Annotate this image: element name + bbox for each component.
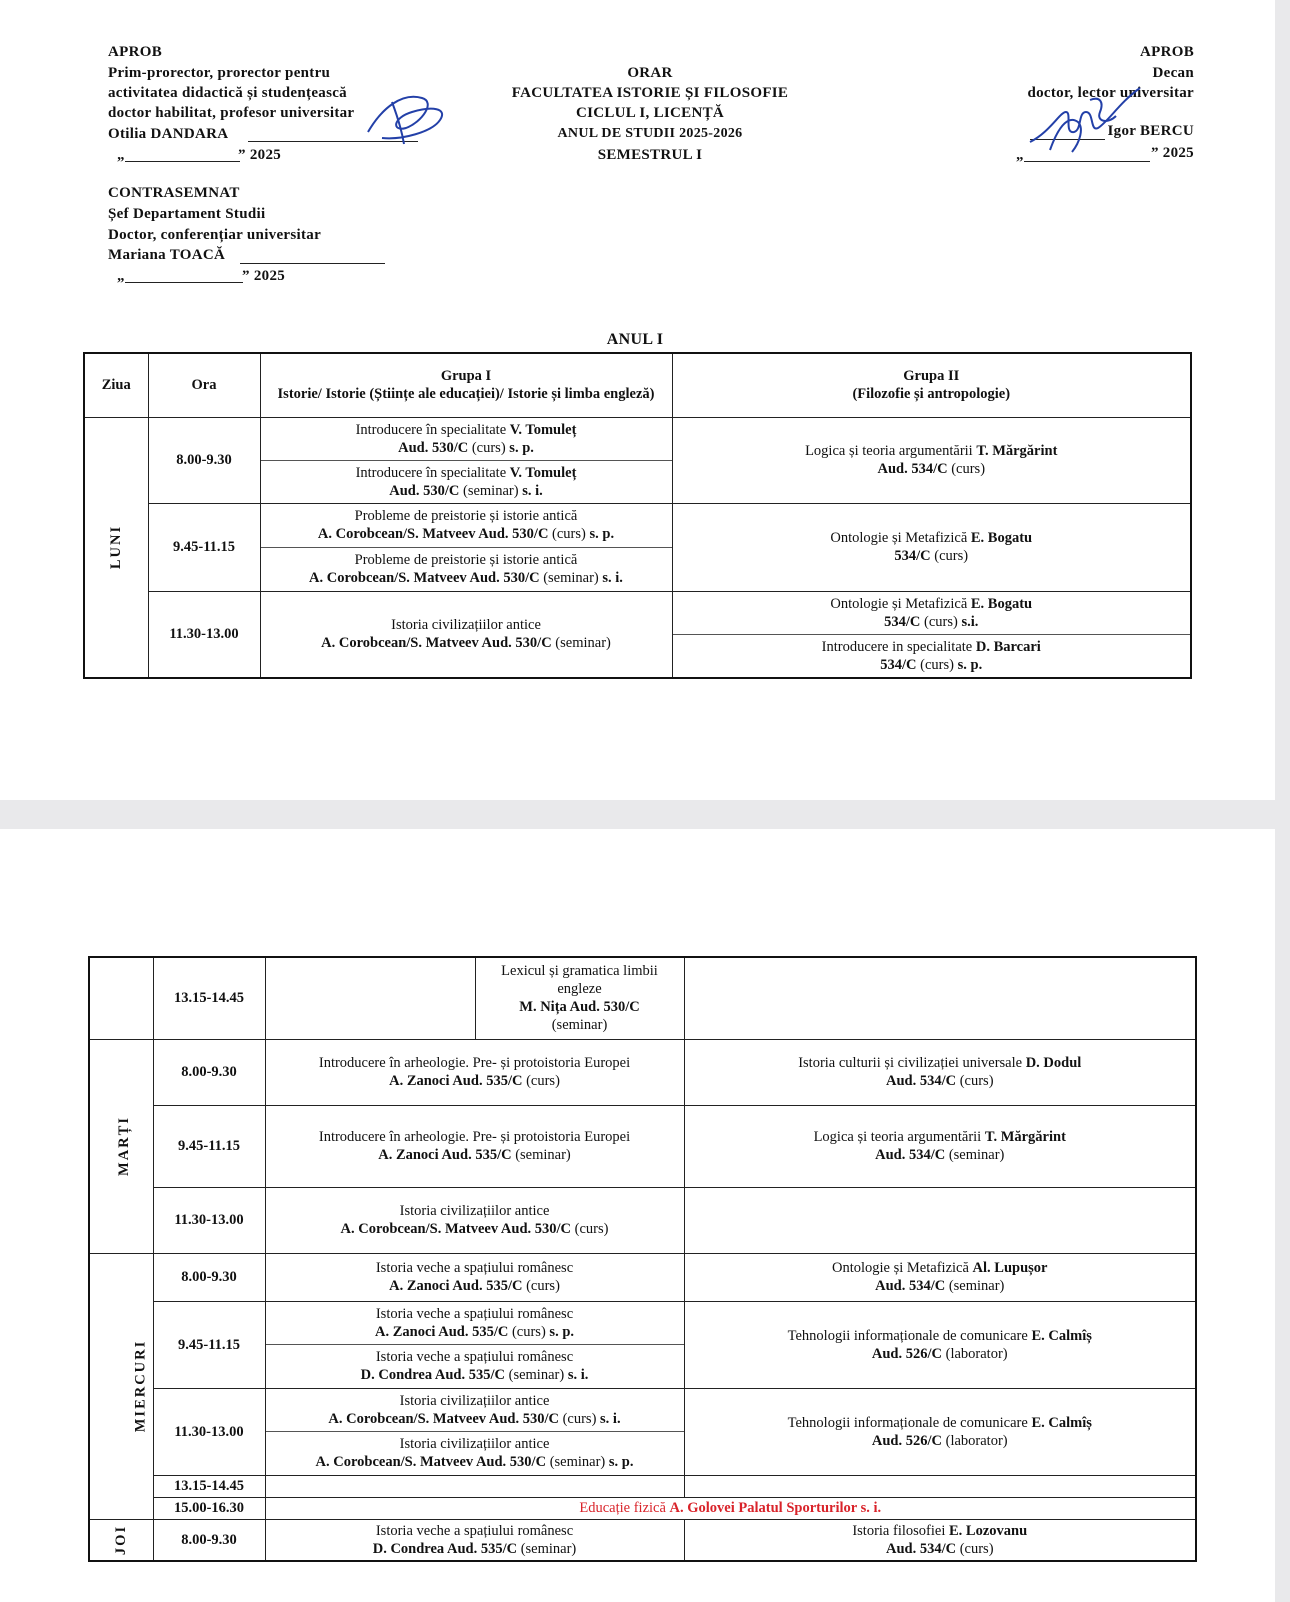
subgroup: s. i.: [567, 1367, 589, 1384]
class-type: (curs): [959, 1540, 994, 1557]
class-type: (laborator): [945, 1432, 1008, 1449]
group2-cell: [684, 1301, 1196, 1388]
group1-cell: [265, 1187, 684, 1253]
group1-cell: [265, 1301, 684, 1388]
group1-cell: [265, 1039, 684, 1105]
time-cell: 8.00-9.30: [148, 417, 260, 503]
course-name: Istoria civilizațiilor antice: [391, 617, 541, 633]
class-entry: [266, 1302, 684, 1345]
group1-cell: [260, 503, 672, 591]
left-line3: doctor habilitat, profesor universitar: [108, 105, 355, 121]
course-name: Tehnologii informaționale de comunicare: [787, 1414, 1028, 1431]
day-cell-joi: [89, 1519, 153, 1561]
doc-title: ORAR: [627, 65, 673, 81]
group1-cell: [260, 591, 672, 678]
course-name: Ontologie și Metafizică: [832, 1260, 969, 1276]
class-type: (seminar): [555, 635, 611, 651]
day-label: JOI: [113, 1524, 130, 1555]
subgroup: s. p.: [509, 439, 534, 456]
header-group2-title: Grupa II: [903, 368, 960, 385]
class-type: (seminar): [948, 1147, 1005, 1163]
course-name: Introducere în arheologie. Pre- și protoistoria Europei: [318, 1055, 631, 1071]
left-date-close: ” 2025: [238, 147, 282, 163]
group1-cell: [265, 1475, 684, 1497]
room: 534/C: [880, 656, 917, 673]
class-type: (curs): [562, 1410, 597, 1427]
teacher-name: V. Tomuleț: [509, 421, 577, 438]
teacher-room: A. Zanoci Aud. 535/C: [374, 1323, 509, 1340]
table-row: [89, 1519, 1196, 1561]
class-entry: [266, 1344, 684, 1388]
time-cell: 9.45-11.15: [153, 1301, 265, 1388]
time-cell: 15.00-16.30: [153, 1497, 265, 1519]
left-signature-icon: [362, 88, 452, 148]
subgroup: s. i.: [600, 1410, 621, 1427]
class-type: (curs): [959, 1073, 994, 1089]
class-type: (curs): [526, 1278, 560, 1294]
course-name: Istoria filosofiei: [852, 1522, 946, 1539]
time-cell: 13.15-14.45: [153, 957, 265, 1039]
teacher-name: T. Mărgărint: [976, 443, 1058, 459]
course-name: Introducere în specialitate: [355, 421, 507, 438]
left-line1: Prim-prorector, prorector pentru: [108, 65, 331, 81]
header-group1-sub: Istorie/ Istorie (Științe ale educației)/ Istorie și limba engleză): [277, 386, 655, 403]
course-name: Educație fizică: [579, 1500, 666, 1516]
teacher-room: A. Corobcean/S. Matveev Aud. 530/C: [309, 570, 540, 586]
teacher-room: A. Corobcean/S. Matveev Aud. 530/C: [328, 1410, 559, 1427]
left-name: Otilia DANDARA: [108, 126, 229, 142]
course-name: Istoria veche a spațiului românesc: [375, 1522, 574, 1539]
table-row: [89, 1388, 1196, 1475]
contrasemnat-signature-line: [240, 263, 385, 264]
table-row: [89, 1039, 1196, 1105]
group2-cell: [684, 1519, 1196, 1561]
day-label: LUNI: [108, 524, 125, 570]
class-entry: [266, 1431, 684, 1475]
room: Aud. 534/C: [885, 1540, 957, 1557]
time-cell: 8.00-9.30: [153, 1253, 265, 1301]
group1-cell: [265, 1253, 684, 1301]
course-name: Tehnologii informaționale de comunicare: [787, 1327, 1028, 1344]
right-signature-icon: [1020, 82, 1150, 162]
faculty-name: FACULTATEA ISTORIE ȘI FILOSOFIE: [511, 85, 789, 101]
document-page-2: [0, 829, 1275, 1602]
subgroup: s. i.: [522, 482, 543, 499]
teacher-name: V. Tomuleț: [509, 464, 577, 481]
contrasemnat-name: Mariana TOACĂ: [108, 247, 226, 263]
table-row: [89, 1301, 1196, 1388]
group2-cell: [672, 503, 1191, 591]
class-type: (curs): [574, 1221, 609, 1237]
class-type: (curs): [526, 1073, 560, 1089]
contrasemnat-date-open: „: [117, 268, 125, 284]
teacher-name: D. Dodul: [1025, 1055, 1082, 1071]
class-type: (seminar): [948, 1278, 1005, 1294]
table-row: [89, 1253, 1196, 1301]
class-entry: [261, 460, 672, 503]
room: Aud. 534/C: [885, 1073, 957, 1089]
subgroup: s. i.: [602, 570, 623, 586]
header-ora: Ora: [148, 353, 260, 417]
group2-cell: [684, 1039, 1196, 1105]
group2-cell: [684, 1253, 1196, 1301]
class-type: (curs): [934, 548, 969, 564]
table-row: [89, 1105, 1196, 1187]
course-name: Istoria veche a spațiului românesc: [375, 1260, 574, 1276]
teacher-name: E. Lozovanu: [948, 1522, 1028, 1539]
day-label: MIERCURI: [132, 1339, 149, 1433]
class-entry: [673, 592, 1191, 634]
academic-year: ANUL DE STUDII 2025-2026: [557, 126, 743, 141]
right-date-close: ” 2025: [1150, 145, 1194, 161]
table-row: [84, 591, 1191, 678]
course-name: Probleme de preistorie și istorie antică: [354, 552, 578, 568]
room: Aud. 530/C: [398, 439, 469, 456]
course-name: Istoria veche a spațiului românesc: [375, 1305, 574, 1322]
contrasemnat-line2: Doctor, conferențiar universitar: [108, 227, 322, 243]
class-entry: [261, 418, 672, 460]
left-date-line: [125, 161, 240, 162]
day-cell-luni: [84, 417, 148, 678]
course-name: Istoria civilizațiilor antice: [399, 1392, 550, 1409]
room: Aud. 526/C: [871, 1432, 942, 1449]
subgroup: s.i.: [961, 613, 979, 630]
teacher-room: A. Corobcean/S. Matveev Aud. 530/C: [321, 635, 552, 651]
room: 534/C: [884, 613, 921, 630]
teacher-room: A. Zanoci Aud. 535/C: [378, 1147, 512, 1163]
right-title: doctor, lector universitar: [1027, 85, 1194, 101]
document-page-1: [0, 0, 1275, 800]
right-aprob: APROB: [1140, 44, 1194, 60]
course-name: Introducere în specialitate: [355, 464, 507, 481]
left-line2: activitatea didactică și studențească: [108, 85, 347, 101]
group1-cell: [265, 1519, 684, 1561]
teacher-name: E. Bogatu: [970, 595, 1033, 612]
time-cell: 11.30-13.00: [148, 591, 260, 678]
table-row: [89, 1497, 1196, 1519]
day-cell-miercuri: [89, 1253, 153, 1519]
class-entry: [261, 547, 672, 591]
class-type: (seminar): [463, 482, 519, 499]
room: 534/C: [894, 548, 931, 564]
course-name: Introducere in specialitate: [821, 638, 973, 655]
teacher-name: E. Bogatu: [970, 530, 1033, 546]
course-name: Logica și teoria argumentării: [813, 1129, 982, 1145]
left-aprob: APROB: [108, 44, 162, 60]
left-date-open: „: [117, 147, 125, 163]
header-group2-sub: (Filozofie și antropologie): [852, 386, 1011, 403]
class-type: (seminar): [543, 570, 599, 586]
group1-cell: [265, 1388, 684, 1475]
room: Aud. 534/C: [877, 461, 948, 477]
table-row: [84, 417, 1191, 503]
teacher-room: M. Nița Aud. 530/C: [519, 999, 640, 1016]
schedule-table-page2: [88, 956, 1197, 1562]
teacher-name: E. Calmîș: [1031, 1327, 1092, 1344]
teacher-room: A. Corobcean/S. Matveev Aud. 530/C: [340, 1221, 572, 1237]
contrasemnat-date-line: [125, 282, 243, 283]
class-entry: [673, 634, 1191, 677]
cycle-label: CICLUL I, LICENȚĂ: [575, 105, 725, 121]
subgroup: s. p.: [608, 1454, 634, 1471]
course-name: Logica și teoria argumentării: [805, 443, 973, 459]
contrasemnat-line1: Șef Departament Studii: [108, 206, 266, 222]
table-row: [89, 957, 1196, 1039]
class-entry: [261, 504, 672, 547]
right-date-open: „: [1016, 147, 1024, 163]
group2-cell: [684, 957, 1196, 1039]
right-role: Decan: [1152, 65, 1194, 81]
table-row: [84, 503, 1191, 591]
header-group1-title: Grupa I: [440, 368, 492, 385]
schedule-table-page1: [83, 352, 1192, 679]
room: Aud. 534/C: [875, 1278, 946, 1294]
teacher-room: A. Corobcean/S. Matveev Aud. 530/C: [315, 1454, 547, 1471]
subgroup: s. p.: [589, 526, 615, 542]
group1-cell: [260, 417, 672, 503]
time-cell: 8.00-9.30: [153, 1519, 265, 1561]
day-cell-luni-continued: [89, 957, 153, 1039]
class-type: (laborator): [945, 1345, 1008, 1362]
class-type: (curs): [924, 613, 958, 630]
class-type: (curs): [552, 526, 586, 542]
contrasemnat-label: CONTRASEMNAT: [108, 185, 240, 201]
right-name: Igor BERCU: [1107, 123, 1194, 139]
class-type: (curs): [920, 656, 954, 673]
teacher-location: A. Golovei Palatul Sporturilor s. i.: [669, 1500, 882, 1516]
room: Aud. 530/C: [389, 482, 460, 499]
room: Aud. 534/C: [875, 1147, 946, 1163]
group2-cell: [684, 1388, 1196, 1475]
contrasemnat-date-close: ” 2025: [242, 268, 286, 284]
time-cell: 8.00-9.30: [153, 1039, 265, 1105]
teacher-name: E. Calmîș: [1031, 1414, 1092, 1431]
group2-cell: [684, 1105, 1196, 1187]
semester-label: SEMESTRUL I: [597, 147, 703, 163]
course-name: Ontologie și Metafizică: [830, 530, 968, 546]
room: Aud. 526/C: [871, 1345, 942, 1362]
course-name: Probleme de preistorie și istorie antică: [354, 508, 578, 524]
time-cell: 9.45-11.15: [148, 503, 260, 591]
time-cell: 9.45-11.15: [153, 1105, 265, 1187]
year-of-study-title: ANUL I: [606, 331, 664, 348]
header-group1: [260, 353, 672, 417]
teacher-room: D. Condrea Aud. 535/C: [360, 1367, 505, 1384]
course-name: Istoria culturii și civilizației universale: [798, 1055, 1023, 1071]
day-label: MARȚI: [115, 1116, 132, 1176]
class-type: (curs): [471, 439, 506, 456]
teacher-name: D. Barcari: [975, 638, 1041, 655]
teacher-room: A. Corobcean/S. Matveev Aud. 530/C: [317, 526, 549, 542]
course-name: Introducere în arheologie. Pre- și protoistoria Europei: [318, 1129, 631, 1145]
course-name: Istoria veche a spațiului românesc: [375, 1349, 574, 1366]
group1-english-cell: [475, 957, 684, 1039]
time-cell: 11.30-13.00: [153, 1187, 265, 1253]
group2-cell: [672, 417, 1191, 503]
class-type: (seminar): [549, 1454, 606, 1471]
subgroup: s. p.: [549, 1323, 575, 1340]
header-group2: [672, 353, 1191, 417]
group2-cell: [684, 1475, 1196, 1497]
course-name: Istoria civilizațiilor antice: [399, 1203, 550, 1219]
table-row: [89, 1475, 1196, 1497]
group2-cell: [672, 591, 1191, 678]
time-cell: 11.30-13.00: [153, 1388, 265, 1475]
class-type: (seminar): [520, 1540, 577, 1557]
subgroup: s. p.: [957, 656, 983, 673]
header-ziua: Ziua: [84, 353, 148, 417]
class-type: (seminar): [515, 1147, 571, 1163]
class-entry: [266, 1389, 684, 1432]
course-name: Istoria civilizațiilor antice: [399, 1436, 550, 1453]
time-cell: 13.15-14.45: [153, 1475, 265, 1497]
class-type: (seminar): [508, 1367, 565, 1384]
class-type: (seminar): [551, 1017, 608, 1034]
group2-cell: [684, 1187, 1196, 1253]
teacher-room: D. Condrea Aud. 535/C: [372, 1540, 518, 1557]
group1-cell: [265, 1105, 684, 1187]
class-type: (curs): [951, 461, 986, 477]
day-cell-marti: [89, 1039, 153, 1253]
class-type: (curs): [511, 1323, 546, 1340]
course-name: Ontologie și Metafizică: [830, 595, 968, 612]
table-row: [89, 1187, 1196, 1253]
table-header-row: [84, 353, 1191, 417]
physical-education-cell: [265, 1497, 1196, 1519]
group1-empty-cell: [265, 957, 475, 1039]
teacher-room: A. Zanoci Aud. 535/C: [389, 1278, 523, 1294]
teacher-room: A. Zanoci Aud. 535/C: [389, 1073, 523, 1089]
course-name: Lexicul și gramatica limbii engleze: [501, 963, 658, 998]
teacher-name: Al. Lupușor: [972, 1260, 1048, 1276]
teacher-name: T. Mărgărint: [984, 1129, 1066, 1145]
